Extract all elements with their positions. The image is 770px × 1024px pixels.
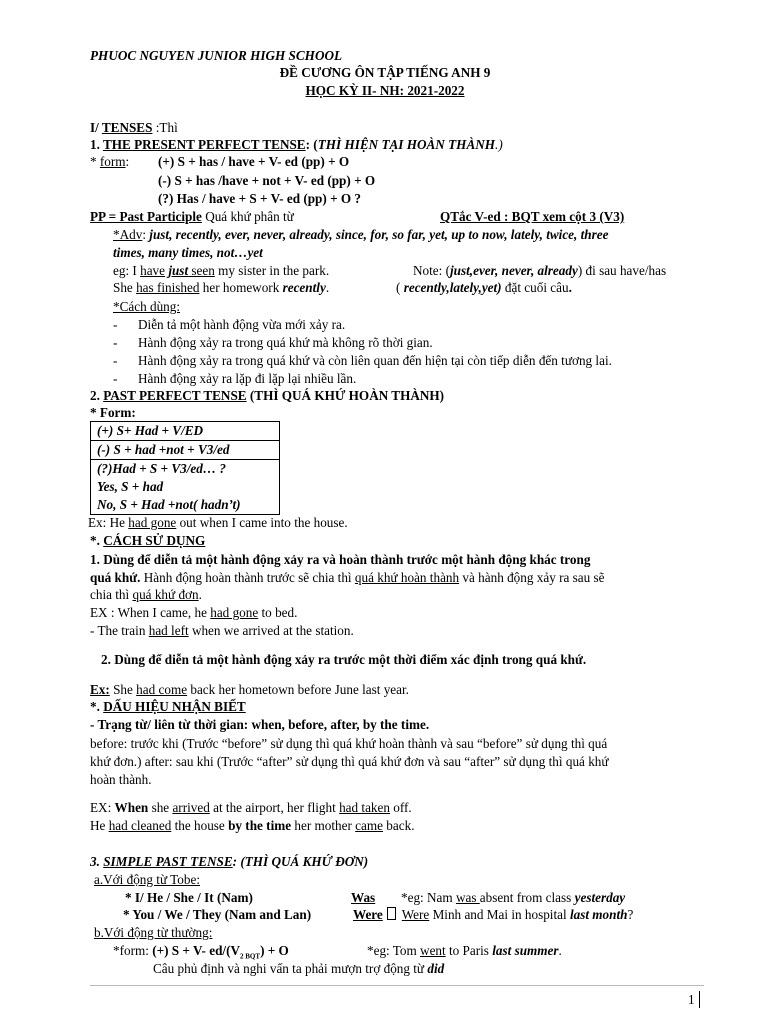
example-line (113, 262, 329, 279)
text-span: 2 BQT (240, 952, 261, 961)
text-span: : (142, 227, 150, 242)
tense-title: THE PRESENT PERFECT TENSE (102, 137, 306, 152)
form-table (90, 421, 280, 515)
example-line (90, 604, 297, 621)
usage-rule-2: 2. Dùng để diễn tả một hành động xảy ra trước một thời điểm xác định trong quá khứ. (101, 652, 587, 667)
usage-item: - Hành động xảy ra lặp đi lặp lại nhiều lần. (138, 370, 356, 387)
table-cell: (+) S+ Had + V/ED (91, 422, 280, 441)
arrow-icon (387, 907, 396, 920)
subsection-label: a.Với động từ Tobe: (94, 872, 200, 887)
text-span: Câu phủ định và nghi vấn ta phải mượn trợ động từ (153, 961, 428, 976)
text-span: absent from class (479, 890, 575, 905)
explanation-line (153, 960, 444, 977)
text-span: She (113, 280, 137, 295)
text-span: She (109, 682, 137, 697)
adverbs-line-2: times, many times, not…yet (113, 245, 263, 260)
cell-line: No, S + Had +not( hadn’t) (97, 497, 241, 512)
school-name: PHUOC NGUYEN JUNIOR HIGH SCHOOL (90, 48, 343, 63)
section-title-vn: :Thì (152, 120, 178, 135)
text-span: CÁCH SỬ DỤNG (103, 533, 206, 548)
text-span: - The train (90, 623, 149, 638)
text-span: . (558, 943, 562, 958)
form-label: * Form: (90, 405, 136, 420)
usage-rule-1-cont (90, 586, 202, 603)
text-span: seen (188, 263, 215, 278)
semester-label: HỌC KỲ II- NH: 2021-2022 (305, 83, 465, 98)
text-span: her mother (291, 818, 356, 833)
text-span: *eg: Nam (401, 890, 456, 905)
text-span: at the airport, her flight (209, 800, 340, 815)
note-line (413, 262, 666, 279)
usage-rule-1-cont (90, 569, 605, 586)
text-span: và hành động xảy ra sau sẽ (459, 570, 605, 585)
explanation-line: before: trước khi (Trước “before” sử dụng thì quá khứ hoàn thành và sau “before” sử dụng thì quá (90, 736, 608, 751)
text-span: Ex: (90, 682, 110, 697)
text-span: : ( (305, 137, 318, 152)
text-span: just (168, 263, 189, 278)
page-number: 1 (688, 991, 700, 1008)
text-span: to Paris (445, 943, 493, 958)
text-span: off. (389, 800, 412, 815)
text-span: arrived (172, 800, 210, 815)
text-span: had gone (128, 515, 177, 530)
text-span: has finished (136, 280, 200, 295)
form-affirmative: (+) S + has / have + V- ed (pp) + O (158, 154, 350, 169)
example-line (90, 799, 412, 816)
subject-row: * I/ He / She / It (Nam) (125, 890, 253, 905)
cell-line: Yes, S + had (97, 479, 164, 494)
adverbs-line (113, 226, 608, 243)
tense-title-vn: (THÌ QUÁ KHỨ HOÀN THÀNH) (246, 388, 445, 403)
verb-form: Were (353, 907, 383, 922)
text-span: had gone (210, 605, 259, 620)
form-question: (?) Has / have + S + V- ed (pp) + O ? (158, 191, 362, 206)
usage-label: *Cách dùng: (113, 299, 181, 314)
tense-title: PAST PERFECT TENSE (103, 388, 247, 403)
tense-heading (90, 853, 368, 870)
text-span: When (114, 800, 149, 815)
text-span: Ex: He (88, 515, 129, 530)
example-line (367, 942, 562, 959)
text-span: : (125, 154, 130, 169)
text-span: ? (627, 907, 634, 922)
document-title: ĐỀ CƯƠNG ÔN TẬP TIẾNG ANH 9 (279, 65, 491, 80)
text-span: had taken (339, 800, 390, 815)
example-line (401, 889, 625, 906)
explanation-line: hoàn thành. (90, 772, 152, 787)
text-span: *eg: Tom (367, 943, 421, 958)
text-span: ) đi sau have/has (577, 263, 667, 278)
text-span: last month (569, 907, 628, 922)
text-span: did (427, 961, 445, 976)
text-span: (+) S + V- ed/(V (152, 943, 241, 958)
usage-item: - Hành động xảy ra trong quá khứ và còn liên quan đến hiện tại còn tiếp diễn đến tương lai. (138, 352, 612, 369)
text-span: quá khứ hoàn thành (354, 570, 460, 585)
text-span: Quá khứ phân từ (201, 209, 294, 224)
tense-heading (90, 136, 503, 153)
table-cell: (-) S + had +not + V3/ed (91, 441, 280, 460)
section-heading (90, 119, 178, 136)
verb-form-row (353, 906, 633, 923)
text-span: to bed. (258, 605, 298, 620)
text-span: DẤU HIỆU NHẬN BIẾT (103, 699, 246, 714)
text-span: *form: (113, 943, 153, 958)
form-negative: (-) S + has /have + not + V- ed (pp) + O (158, 173, 376, 188)
text-span: my sister in the park. (214, 263, 330, 278)
text-span: Note: ( (413, 263, 450, 278)
text-span: Hành động hoàn thành trước sẽ chia thì (140, 570, 355, 585)
example-line (113, 279, 329, 296)
tense-number: 2. (90, 388, 104, 403)
explanation-line: khứ đơn.) after: sau khi (Trước “after” sử dụng thì quá khứ đơn và sau “after” sử dụng thì quá khứ (90, 754, 609, 769)
table-cell (91, 460, 280, 515)
signs-line: - Trạng từ/ liên từ thời gian: when, before, after, by the time. (90, 717, 430, 732)
text-span: just, recently, ever, never, already, since, for, so far, yet, up to now, lately, twice, three (149, 227, 609, 242)
footer-divider (90, 985, 704, 986)
subject-row: * You / We / They (Nam and Lan) (123, 907, 312, 922)
text-span: had left (148, 623, 189, 638)
example-line (90, 681, 409, 698)
text-span: yesterday (574, 890, 626, 905)
usage-item: - Diễn tả một hành động vừa mới xảy ra. (138, 316, 345, 333)
text-span: eg: I (113, 263, 141, 278)
text-span: went (420, 943, 446, 958)
tense-title-vn: : (THÌ QUÁ KHỨ ĐƠN) (232, 854, 369, 869)
text-span: when we arrived at the station. (188, 623, 354, 638)
text-span: last summer (492, 943, 559, 958)
cell-line: (?)Had + S + V3/ed… ? (97, 461, 226, 476)
verb-form: Was (351, 890, 376, 905)
text-span: ) + O (260, 943, 289, 958)
text-span: EX : When I came, he (90, 605, 211, 620)
tense-number: 1. (90, 137, 103, 152)
text-span: . (325, 280, 330, 295)
text-span: đặt cuối câu (501, 280, 569, 295)
text-span: quá khứ đơn (132, 587, 199, 602)
text-span: * (90, 154, 100, 169)
note-line (396, 279, 572, 296)
text-span: Minh and Mai in hospital (429, 907, 570, 922)
text-span: PP = Past Participle (90, 209, 202, 224)
text-span: had cleaned (108, 818, 172, 833)
text-span: chia thì (90, 587, 133, 602)
section-number: I/ (90, 120, 102, 135)
usage-rule-1: 1. Dùng để diễn tả một hành động xảy ra và hoàn thành trước một hành động khác trong (90, 552, 591, 567)
text-span: .) (495, 137, 503, 152)
text-span: . (568, 280, 572, 295)
text-span: ( (396, 280, 404, 295)
text-span: . (198, 587, 202, 602)
tense-heading (90, 387, 444, 404)
text-span: recently (282, 280, 326, 295)
text-span: just,ever, never, already (450, 263, 578, 278)
form-label (90, 153, 129, 170)
table-row (91, 441, 280, 460)
table-row (91, 422, 280, 441)
text-span: she (148, 800, 173, 815)
text-span: have (140, 263, 166, 278)
irregular-rule: QTắc V-ed : BQT xem cột 3 (V3) (440, 209, 625, 224)
text-span: had come (136, 682, 188, 697)
usage-heading (90, 532, 205, 549)
example-line (90, 817, 415, 834)
text-span: back her hometown before June last year. (187, 682, 409, 697)
section-title: TENSES (101, 120, 153, 135)
text-span: *. (90, 699, 104, 714)
text-span: out when I came into the house. (176, 515, 348, 530)
text-span: by the time (228, 818, 292, 833)
example-line (90, 622, 354, 639)
subsection-label: b.Với động từ thường: (94, 925, 213, 940)
text-span: her homework (199, 280, 283, 295)
tense-title: SIMPLE PAST TENSE (103, 854, 233, 869)
text-span: *Adv (113, 227, 143, 242)
text-span: back. (383, 818, 415, 833)
tense-title-vn: THÌ HIỆN TẠI HOÀN THÀNH (317, 137, 496, 152)
text-span: was (455, 890, 480, 905)
text-span: recently,lately,yet) (403, 280, 502, 295)
text-span: *. (90, 533, 104, 548)
text-span: Were (401, 907, 430, 922)
past-participle-note (90, 208, 294, 225)
text-span: quá khứ. (90, 570, 141, 585)
text-span: came (355, 818, 383, 833)
usage-item: - Hành động xảy ra trong quá khứ mà không rõ thời gian. (138, 334, 433, 351)
text-span: form (99, 154, 126, 169)
signs-heading (90, 698, 246, 715)
text-span: EX: (90, 800, 115, 815)
table-row (91, 460, 280, 515)
example-line (88, 514, 348, 531)
document-subtitle (0, 82, 770, 99)
tense-number: 3. (90, 854, 104, 869)
text-span: the house (171, 818, 229, 833)
text-span: He (90, 818, 109, 833)
